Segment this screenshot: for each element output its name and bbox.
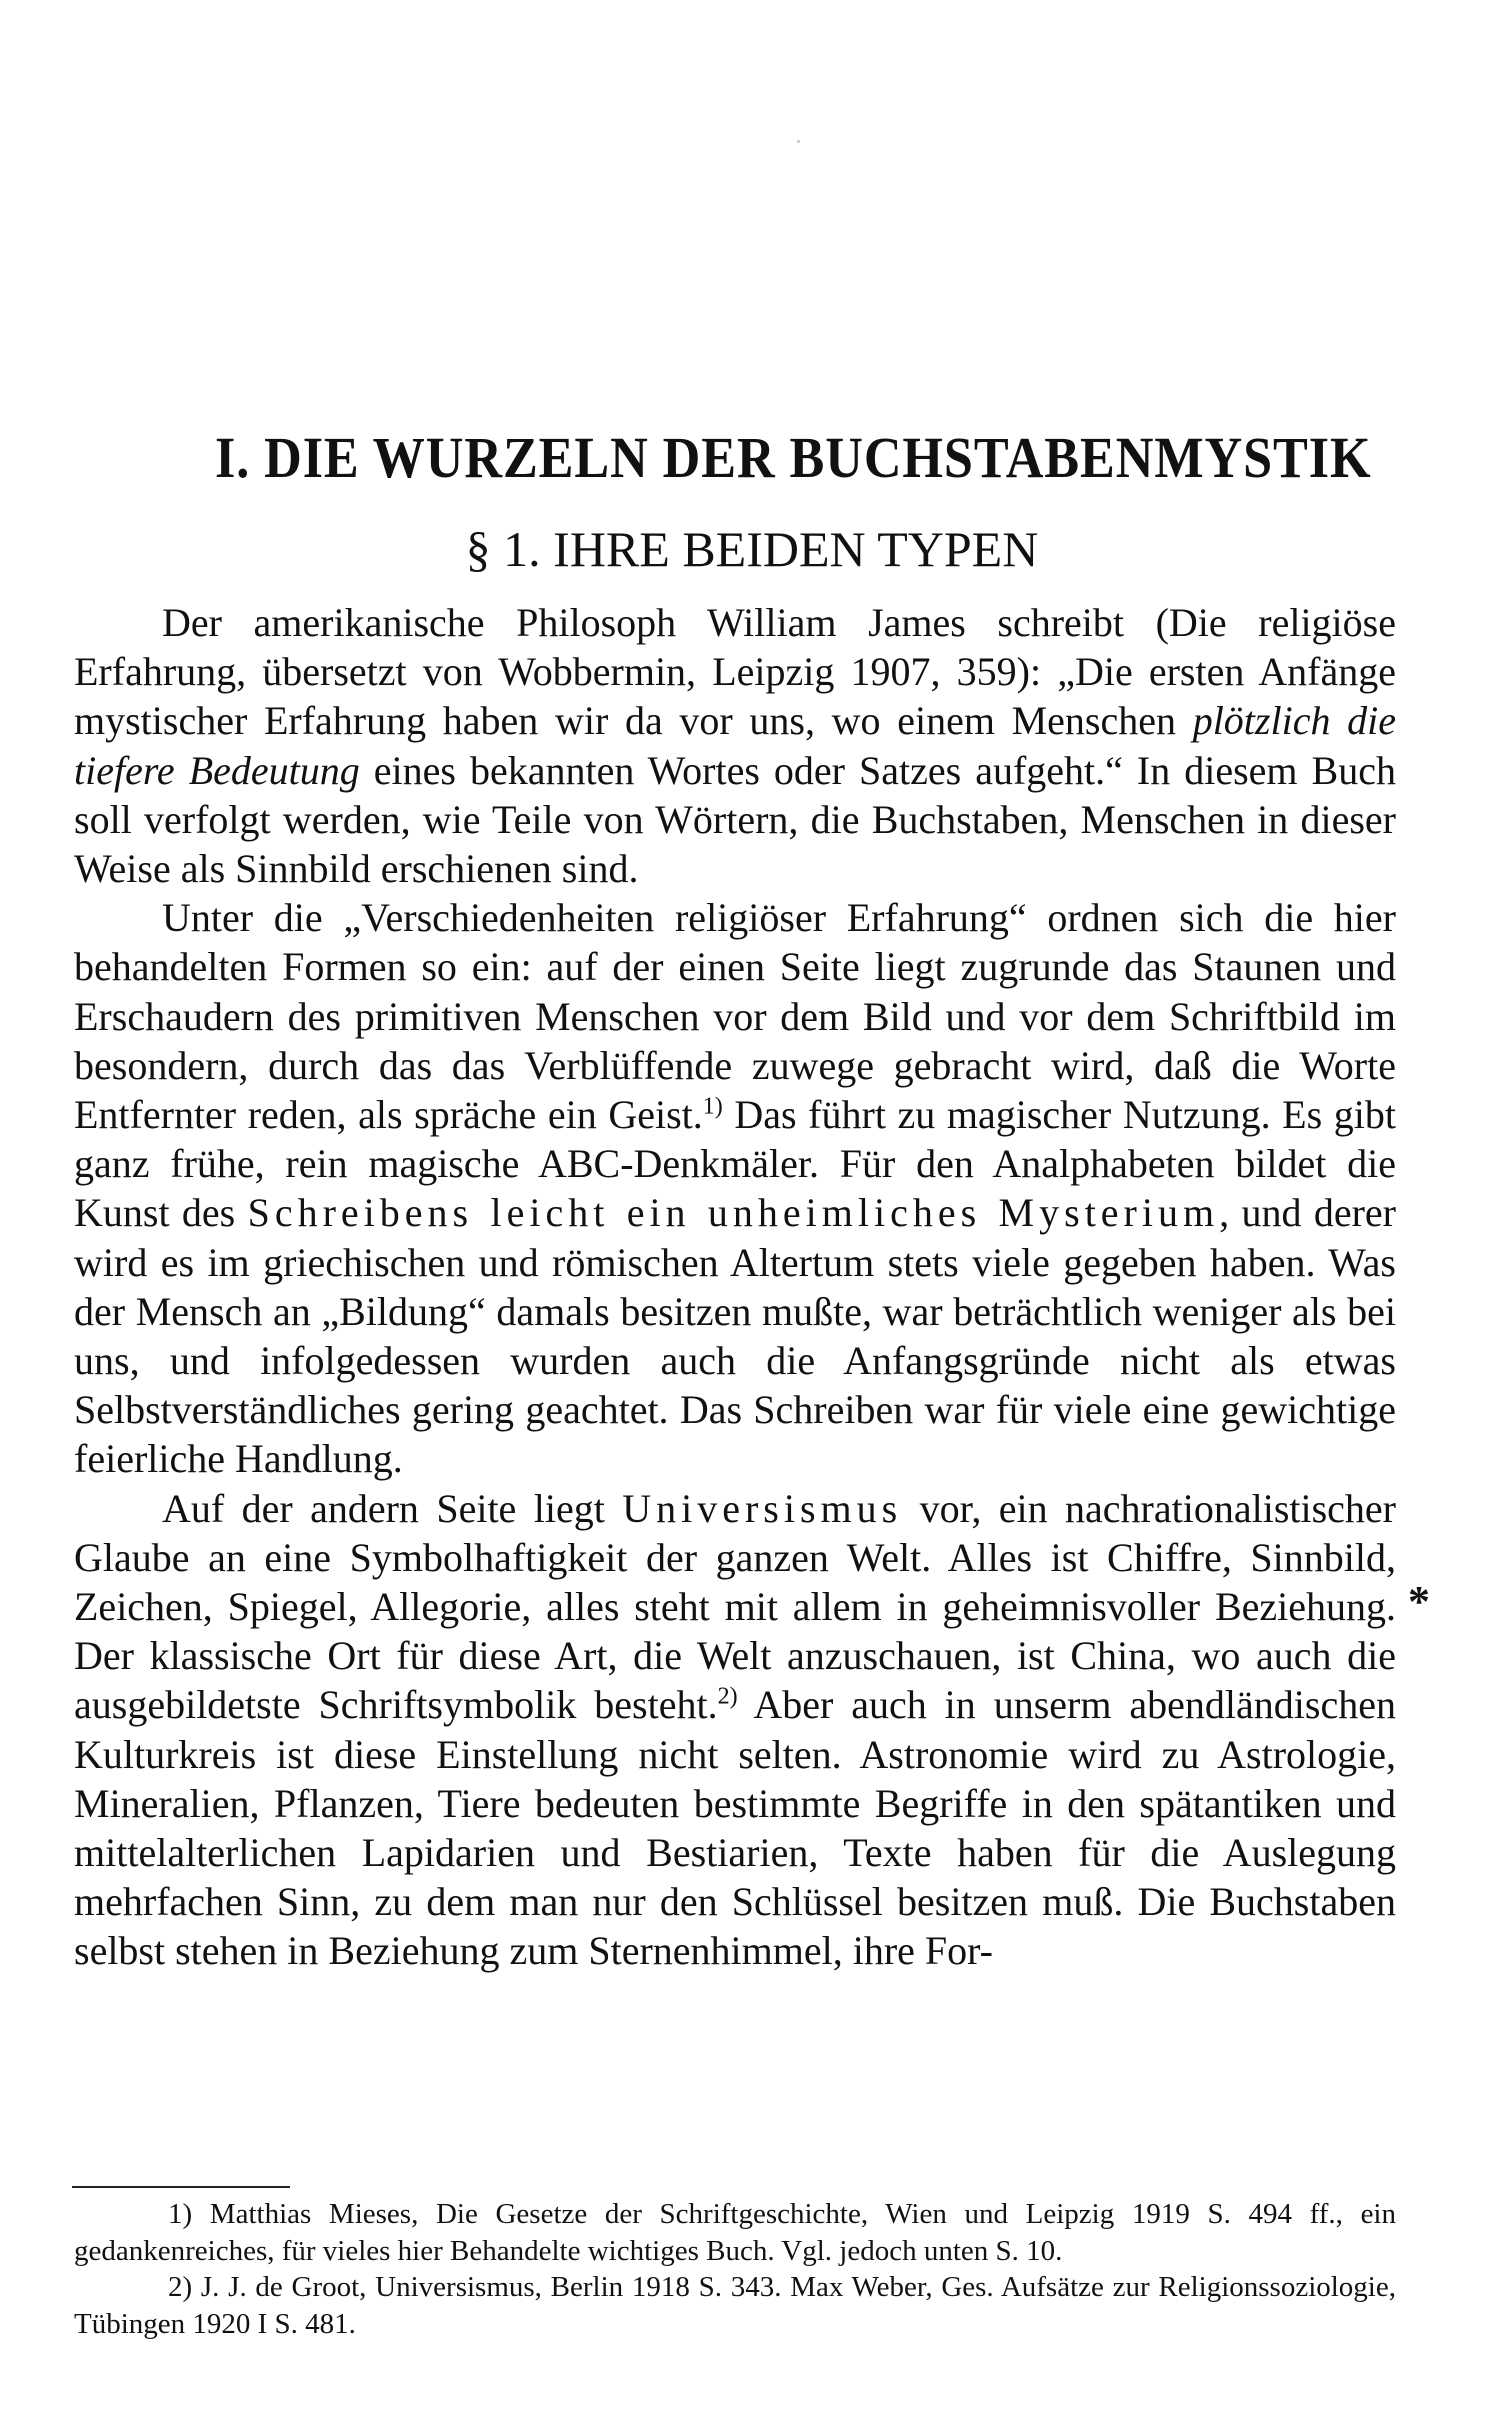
chapter-title: I. DIE WURZELN DER BUCHSTABENMYSTIK [215, 425, 1372, 490]
main-text [74, 598, 1396, 1976]
paragraph-2 [74, 893, 1396, 1483]
paragraph-1-emphasis: plötzlich die tiefere Bedeutung [74, 698, 1397, 793]
footnote-1: 1) Matthias Mieses, Die Gesetze der Schriftgeschichte, Wien und Leipzig 1919 S. 494 ff., ein gedankenreiches, für vieles hier Behandelte wichtiges Buch. Vgl. jedoch unten S. 10. [74, 2198, 1396, 2267]
paragraph-2-text-b: Das führt zu magischer Nutzung. Es gibt ganz frühe, rein magische ABC-Denkmäler. Für den Analphabeten bildet die Kunst des [74, 1092, 1396, 1236]
footnote-divider [72, 2186, 290, 2188]
footnotes [74, 2196, 1396, 2342]
margin-asterisk-mark: * [1408, 1577, 1430, 1626]
paragraph-2-text-a: Unter die „Verschiedenheiten religiöser Erfahrung“ ordnen sich die hier behandelten Formen so ein: auf der einen Seite liegt zugrunde das Staunen und Erschaudern des primitiven Menschen vor dem Bild und vor dem Schriftbild im besondern, durch das das Verblüffende zuwege gebracht wird, daß die Worte Entfernter reden, als spräche ein Geist. [74, 895, 1396, 1138]
paragraph-3-spaced-emphasis: Universismus [622, 1485, 903, 1531]
paragraph-1-text-a: Der amerikanische Philosoph William James schreibt (Die religiöse Erfahrung, übersetzt von Wobbermin, Leipzig 1907, 359): „Die ersten Anfänge mystischer Erfahrung haben wir da vor uns, wo einem Menschen [74, 600, 1396, 744]
paragraph-1 [74, 598, 1396, 893]
paragraph-3 [74, 1484, 1396, 1976]
paragraph-3-text-a: Auf der andern Seite liegt [162, 1485, 623, 1531]
paragraph-2-spaced-emphasis: Schreibens leicht ein unheimliches Mysterium [247, 1190, 1220, 1236]
paragraph-3-text-b: vor, ein nachrationalistischer Glaube an eine Symbolhaftigkeit der ganzen Welt. Alles ist Chiffre, Sinnbild, Zeichen, Spiegel, Allegorie, alles steht mit allem in geheimnisvoller Beziehung. Der klassische Ort für diese Art, die Welt anzuschauen, ist China, wo auch die ausgebildetste Schriftsymbolik besteht. [74, 1485, 1396, 1728]
paragraph-3-text-c: Aber auch in unserm abendländischen Kulturkreis ist diese Einstellung nicht selten. Astronomie wird zu Astrologie, Mineralien, Pflanzen, Tiere bedeuten bestimmte Begriffe in den spätantiken und mittelalterlichen Lapidarien und Bestiarien, Texte haben für die Auslegung mehrfachen Sinn, zu dem man nur den Schlüssel besitzen muß. Die Buchstaben selbst stehen in Beziehung zum Sternenhimmel, ihre For- [74, 1682, 1396, 1974]
section-title: § 1. IHRE BEIDEN TYPEN [465, 521, 1039, 577]
paragraph-2-text-c: , und derer wird es im griechischen und römischen Altertum stets viele gegeben haben. Was der Mensch an „Bildung“ damals besitzen mußte, war beträchtlich weniger als bei uns, und infolgedessen wurden auch die Anfangsgründe nicht als etwas Selbstverständliches gering geachtet. Das Schreiben war für viele eine gewichtige feierliche Handlung. [74, 1190, 1396, 1482]
scan-speck [797, 140, 800, 143]
footnote-ref-2: 2) [717, 1684, 738, 1711]
footnote-ref-1: 1) [702, 1093, 723, 1120]
footnote-2: 2) J. J. de Groot, Universismus, Berlin 1918 S. 343. Max Weber, Ges. Aufsätze zur Religionssoziologie, Tübingen 1920 I S. 481. [74, 2271, 1396, 2340]
paragraph-1-text-c: eines bekannten Wortes oder Satzes aufgeht.“ In diesem Buch soll verfolgt werden, wie Teile von Wörtern, die Buchstaben, Menschen in dieser Weise als Sinnbild erschienen sind. [74, 747, 1396, 892]
